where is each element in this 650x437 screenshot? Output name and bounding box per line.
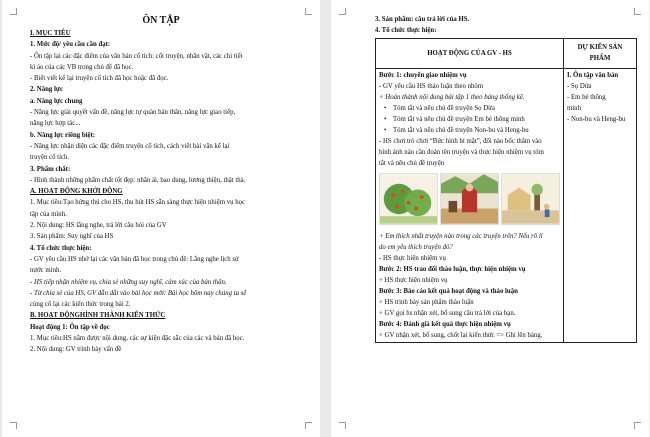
text-line: hình ảnh nào cần đoán tên truyện và thực hiện nhiệm vụ tóm <box>379 148 544 156</box>
page-corner-mark <box>305 422 312 429</box>
text-line: năng lực hợp tác... <box>30 120 81 128</box>
subheading: 4. Tổ chức thực hiện: <box>30 244 92 252</box>
bullet-item: • Tóm tắt và nêu chủ đề truyện Sọ Dừa <box>379 103 560 114</box>
expected-item: - Non-bu và Heng-bu <box>567 115 626 123</box>
illustration-image <box>379 173 438 225</box>
page-corner-mark <box>339 8 346 15</box>
subheading: Hoạt động 1: Ôn tập về đọc <box>30 323 110 331</box>
step-title: Bước 2: HS trao đổi thảo luận, thực hiện nhiệm vụ <box>379 265 526 273</box>
text-line: 2. Nội dung: HS lắng nghe, trả lời câu hỏi của GV <box>30 222 167 230</box>
text-line: truyện cổ tích. <box>30 154 70 162</box>
text-line: tắt và nêu chủ đề truyện <box>379 159 445 167</box>
text-line: 2. Nội dung: GV trình bày vấn đề <box>30 346 122 354</box>
subheading: 1. Mức độ/ yêu cầu cần đạt: <box>30 41 111 49</box>
page-text <box>375 14 637 343</box>
text-line: - GV yêu cầu HS nhớ lại các văn bản đã học trong chủ đề: Lắng nghe lịch sử <box>30 255 239 263</box>
illustration-image <box>440 173 499 225</box>
text-line: 1. Mục tiêu:Tạo hứng thú cho HS, thu hút HS sẵn sàng thực hiện nhiệm vụ học <box>30 199 246 207</box>
bullet-item: • Tóm tắt và nêu chủ đề truyện Em bé thông minh <box>379 114 560 125</box>
subheading: 3. Sản phẩm: câu trả lời của HS. <box>375 16 470 23</box>
text-line: - HS chơi trò chơi “Bức hình bí mật”, đối nào bốc thăm vào <box>379 137 542 145</box>
text-line: + GV gọi hs nhận xét, bổ sung câu trả lời của bạn. <box>379 309 516 317</box>
lesson-plan-table <box>375 38 637 343</box>
illustration-image <box>501 173 560 225</box>
expected-item: - Sọ Dừa <box>567 82 592 90</box>
section-heading: A. HOẠT ĐỘNG KHỞI ĐỘNG <box>30 188 123 196</box>
header-expected <box>564 38 637 68</box>
text-line: nước mình. <box>30 267 62 275</box>
text-line: - Ôn tập lại các đặc điểm của văn bản cổ tích: cốt truyện, nhân vật, các chi tiết <box>30 52 243 60</box>
table-row <box>376 68 637 342</box>
text-line: - Năng lực giải quyết vấn đề, năng lực tự quản bản thân, năng lực giao tiếp, <box>30 109 236 117</box>
section-heading: B. HOẠT ĐỘNGHÌNH THÀNH KIẾN THỨC <box>30 312 166 320</box>
subheading: a. Năng lực chung <box>30 97 83 105</box>
text-line: + Em thích nhất truyện nào trong các truyện trên? Nếu rõ lí <box>379 232 543 240</box>
section-heading: I. MỤC TIÊU <box>30 30 71 37</box>
text-line: - Năng lực nhận diện các đặc điểm truyện cổ tích, cách viết bài văn kể lại <box>30 142 230 150</box>
text-line: - Biết viết kể lại truyện cổ tích đã học hoặc đã đọc. <box>30 75 169 83</box>
subheading: b. Năng lực riêng biệt: <box>30 131 96 139</box>
text-line: - Hình thành những phẩm chất tốt đẹp: nhân ái, bao dung, lương thiện, thật thà. <box>30 176 246 184</box>
text-line: + GV nhận xét, bổ sung, chốt lại kiến thức => Ghi lên bảng. <box>379 331 543 339</box>
header-activity: HOẠT ĐỘNG CỦA GV - HS <box>376 38 564 68</box>
page-corner-mark <box>339 422 346 429</box>
text-line: 1. Mục tiêu:HS nắm được nội dung, các sự kiện đặc sắc của các và bản đã học. <box>30 335 245 343</box>
text-line: - Từ chia sẻ của HS, GV dẫn dắt vào bài học mới: Bài học hôm nay chúng ta sẽ <box>30 289 247 297</box>
expected-item: minh <box>567 104 581 112</box>
page-corner-mark <box>10 8 17 15</box>
expected-item: - Em bé thông <box>567 93 606 101</box>
text-line: - HS tiếp nhận nhiệm vụ, chia sẻ những suy nghĩ, cảm xúc của bản thân. <box>30 278 227 286</box>
text-line: + HS trình bày sản phẩm thảo luận <box>379 298 474 306</box>
step-title: Bước 1: chuyển giao nhiệm vụ <box>379 71 467 79</box>
document-page-right <box>331 0 649 437</box>
header-expected-line: PHẨM <box>589 55 611 63</box>
text-line: kì ảo của các VB trong chủ đề đã học. <box>30 63 134 71</box>
document-page-left <box>2 0 320 437</box>
expected-cell <box>564 68 637 342</box>
subheading: 4. Tổ chức thực hiện: <box>375 27 437 35</box>
page-corner-mark <box>634 422 641 429</box>
header-expected-line: DỰ KIẾN SẢN <box>577 44 623 52</box>
page-corner-mark <box>10 422 17 429</box>
text-line: củng cố lại các kiến thức trong bài 2. <box>30 301 131 309</box>
text-line: do em yêu thích truyện đó? <box>379 243 453 251</box>
step-title: Bước 3: Báo cáo kết quả hoạt động và thảo luận <box>379 287 518 295</box>
page-corner-mark <box>305 8 312 15</box>
illustration-row <box>379 173 560 225</box>
text-line: tập của mình. <box>30 210 67 218</box>
table-header-row <box>376 38 637 68</box>
page-title: ÔN TẬP <box>142 15 180 26</box>
text-line: - HS thực hiện nhiệm vụ <box>379 254 446 262</box>
text-line: + HS thực hiện nhiệm vụ <box>379 276 448 284</box>
page-text <box>30 14 292 356</box>
text-line: 3. Sản phẩm: Suy nghĩ của HS <box>30 233 114 241</box>
text-line: + Hoàn thành nội dung bài tập 1 theo bảng thống kê. <box>379 93 525 101</box>
subheading: 2. Năng lực <box>30 86 63 94</box>
bullet-item: • Tóm tắt và nêu chủ đề truyện Non-bu và Heng-bu <box>379 125 560 136</box>
step-title: Bước 4: Đánh giá kết quả thực hiện nhiệm vụ <box>379 320 511 328</box>
expected-title: I. Ôn tập văn bản <box>567 71 619 79</box>
text-line: - GV yêu cầu HS thảo luận theo nhóm <box>379 82 484 90</box>
subheading: 3. Phẩm chất: <box>30 165 71 173</box>
activity-cell <box>376 68 564 342</box>
